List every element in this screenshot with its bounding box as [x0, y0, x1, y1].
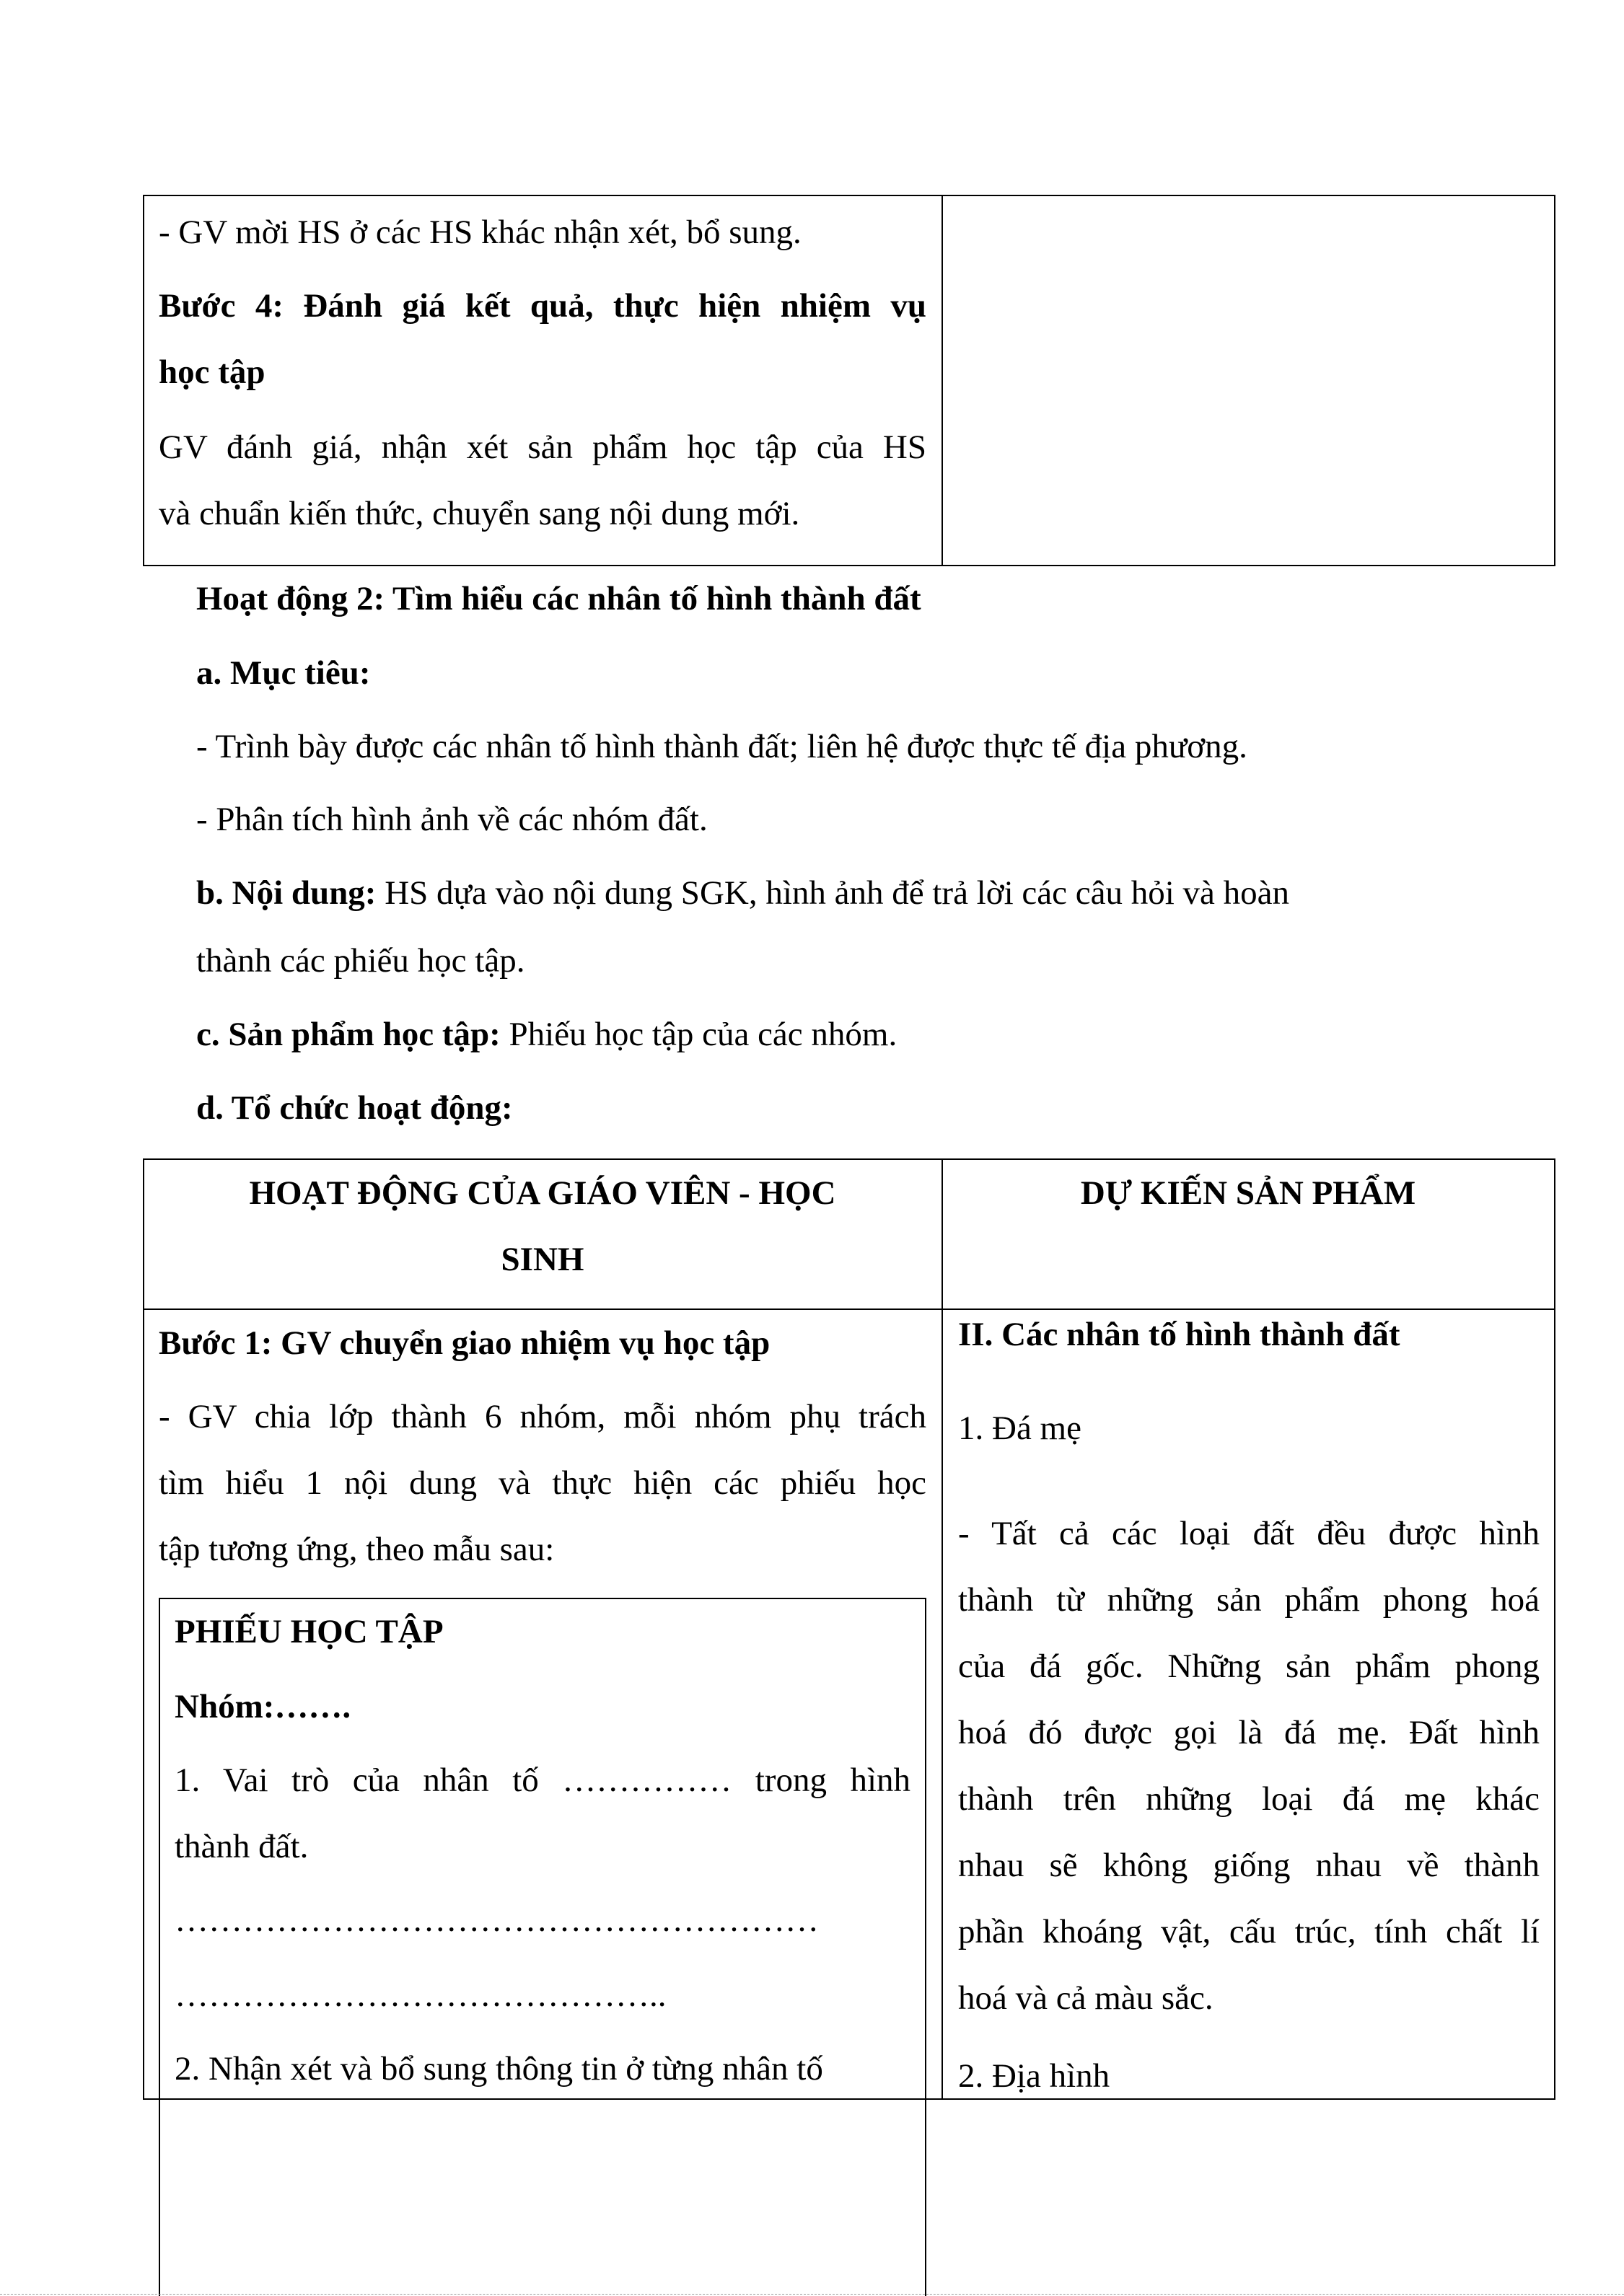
right-line-4: hoá đó được gọi là đá mẹ. Đất hình [958, 1714, 1540, 1751]
left-line-3: tập tương ứng, theo mẫu sau: [159, 1531, 555, 1568]
left-line-2-wrap [159, 1461, 926, 1505]
page-edge [0, 2294, 1624, 2295]
table1-step4-text: Bước 4: Đánh giá kết quả, thực hiện nhiệm vụ [159, 287, 926, 325]
right-item-2: 2. Địa hình [958, 2057, 1110, 2095]
right-line-1: - Tất cả các loại đất đều được hình [958, 1515, 1540, 1552]
right-line-5: thành trên những loại đá mẹ khác [958, 1780, 1540, 1818]
content-line-2: thành các phiếu học tập. [196, 942, 525, 980]
objective-label: a. Mục tiêu: [196, 654, 371, 692]
product-label: c. Sản phẩm học tập: [196, 1016, 501, 1053]
right-line-8: hoá và cả màu sắc. [958, 1979, 1213, 2017]
objective-item-2: - Phân tích hình ảnh về các nhóm đất. [196, 801, 708, 838]
column-divider [942, 1160, 943, 2098]
product-line [196, 1013, 897, 1057]
objective-item-1: - Trình bày được các nhân tố hình thành đất; liên hệ được thực tế địa phương. [196, 728, 1247, 765]
header-divider [144, 1308, 1554, 1310]
table1-line-4-wrap [159, 426, 926, 470]
table1-line-4: GV đánh giá, nhận xét sản phẩm học tập của HS [159, 428, 926, 466]
right-item-1: 1. Đá mẹ [958, 1409, 1081, 1447]
worksheet-q1-line-2: thành đất. [175, 1828, 309, 1865]
content-label: b. Nội dung: [196, 874, 377, 912]
left-line-1-wrap [159, 1395, 926, 1439]
worksheet-q1-line-1: 1. Vai trò của nhân tố …………… trong hình [175, 1761, 910, 1799]
left-line-2: tìm hiểu 1 nội dung và thực hiện các phiếu học [159, 1464, 926, 1502]
header-left-line-1: HOẠT ĐỘNG CỦA GIÁO VIÊN - HỌC [249, 1174, 836, 1212]
table1-line-1: - GV mời HS ở các HS khác nhận xét, bổ sung. [159, 214, 802, 251]
worksheet-q2: 2. Nhận xét và bổ sung thông tin ở từng nhân tố [175, 2050, 823, 2088]
right-line-3: của đá gốc. Những sản phẩm phong [958, 1648, 1540, 1685]
right-line-2: thành từ những sản phẩm phong hoá [958, 1581, 1540, 1619]
step1-heading: Bước 1: GV chuyển giao nhiệm vụ học tập [159, 1324, 771, 1362]
right-paragraph [958, 1500, 1540, 2031]
content-line-1 [196, 871, 1289, 915]
right-line-7: phần khoáng vật, cấu trúc, tính chất lí [958, 1913, 1540, 1950]
worksheet-dots-2: …………………………………….. [175, 1976, 667, 2014]
worksheet-group: Nhóm:……. [175, 1688, 351, 1725]
table1-line-3: học tập [159, 353, 265, 391]
table1-line-5: và chuẩn kiến thức, chuyển sang nội dung mới. [159, 495, 800, 532]
worksheet-dots-1: ………………………………………………… [175, 1901, 819, 1939]
header-right: DỰ KIẾN SẢN PHẨM [1080, 1174, 1416, 1212]
left-line-1: - GV chia lớp thành 6 nhóm, mỗi nhóm phụ trách [159, 1398, 926, 1435]
content-text-1: HS dựa vào nội dung SGK, hình ảnh để trả lời các câu hỏi và hoàn [376, 874, 1289, 912]
header-left-line-2: SINH [501, 1241, 584, 1278]
right-line-6: nhau sẽ không giống nhau về thành [958, 1847, 1540, 1884]
organize-label: d. Tổ chức hoạt động: [196, 1089, 513, 1127]
right-title: II. Các nhân tố hình thành đất [958, 1316, 1400, 1353]
worksheet-title: PHIẾU HỌC TẬP [175, 1613, 444, 1650]
worksheet-q1-wrap [175, 1759, 910, 1803]
product-text: Phiếu học tập của các nhóm. [500, 1016, 897, 1053]
column-divider [942, 196, 943, 565]
activity-heading: Hoạt động 2: Tìm hiểu các nhân tố hình thành đất [196, 580, 921, 617]
table1-step4-line [159, 284, 926, 328]
